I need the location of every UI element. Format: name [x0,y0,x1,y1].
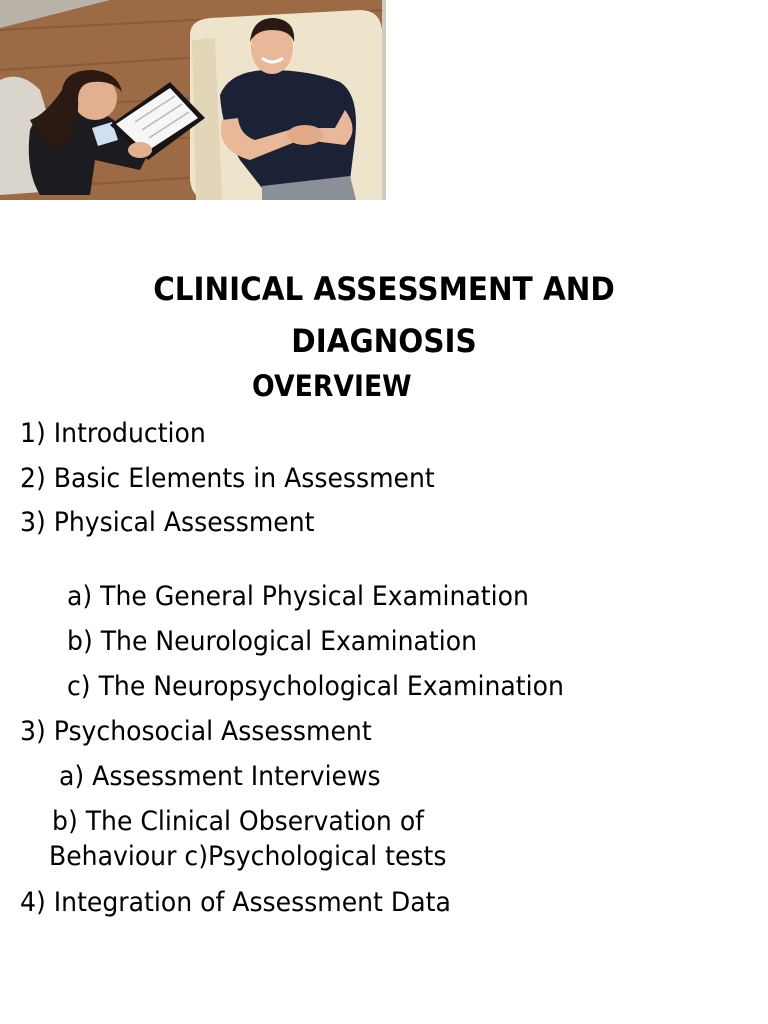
outline-item-psychosocial-assessment: 3) Psychosocial Assessment [20,716,372,747]
outline-subitem-neuropsychological: c) The Neuropsychological Examination [67,671,564,702]
outline-subitem-clinical-observation: b) The Clinical Observation of [52,806,425,837]
outline-item-introduction: 1) Introduction [20,418,206,449]
slide-title-line-1: CLINICAL ASSESSMENT AND [153,270,615,308]
overview-heading: OVERVIEW [252,369,412,403]
outline-subitem-general-physical: a) The General Physical Examination [67,581,529,612]
outline-subitem-neurological: b) The Neurological Examination [67,626,478,657]
outline-item-basic-elements: 2) Basic Elements in Assessment [20,463,435,494]
therapy-session-photo [0,0,386,200]
patient-hands [287,125,323,145]
outline-subitem-assessment-interviews: a) Assessment Interviews [59,761,381,792]
therapy-session-illustration [0,0,386,200]
outline-item-integration: 4) Integration of Assessment Data [20,887,451,918]
therapist-hand [128,142,152,158]
outline-item-physical-assessment: 3) Physical Assessment [20,507,315,538]
slide-title-line-2: DIAGNOSIS [291,322,477,360]
outline-subitem-psychological-tests: Behaviour c)Psychological tests [49,841,447,872]
